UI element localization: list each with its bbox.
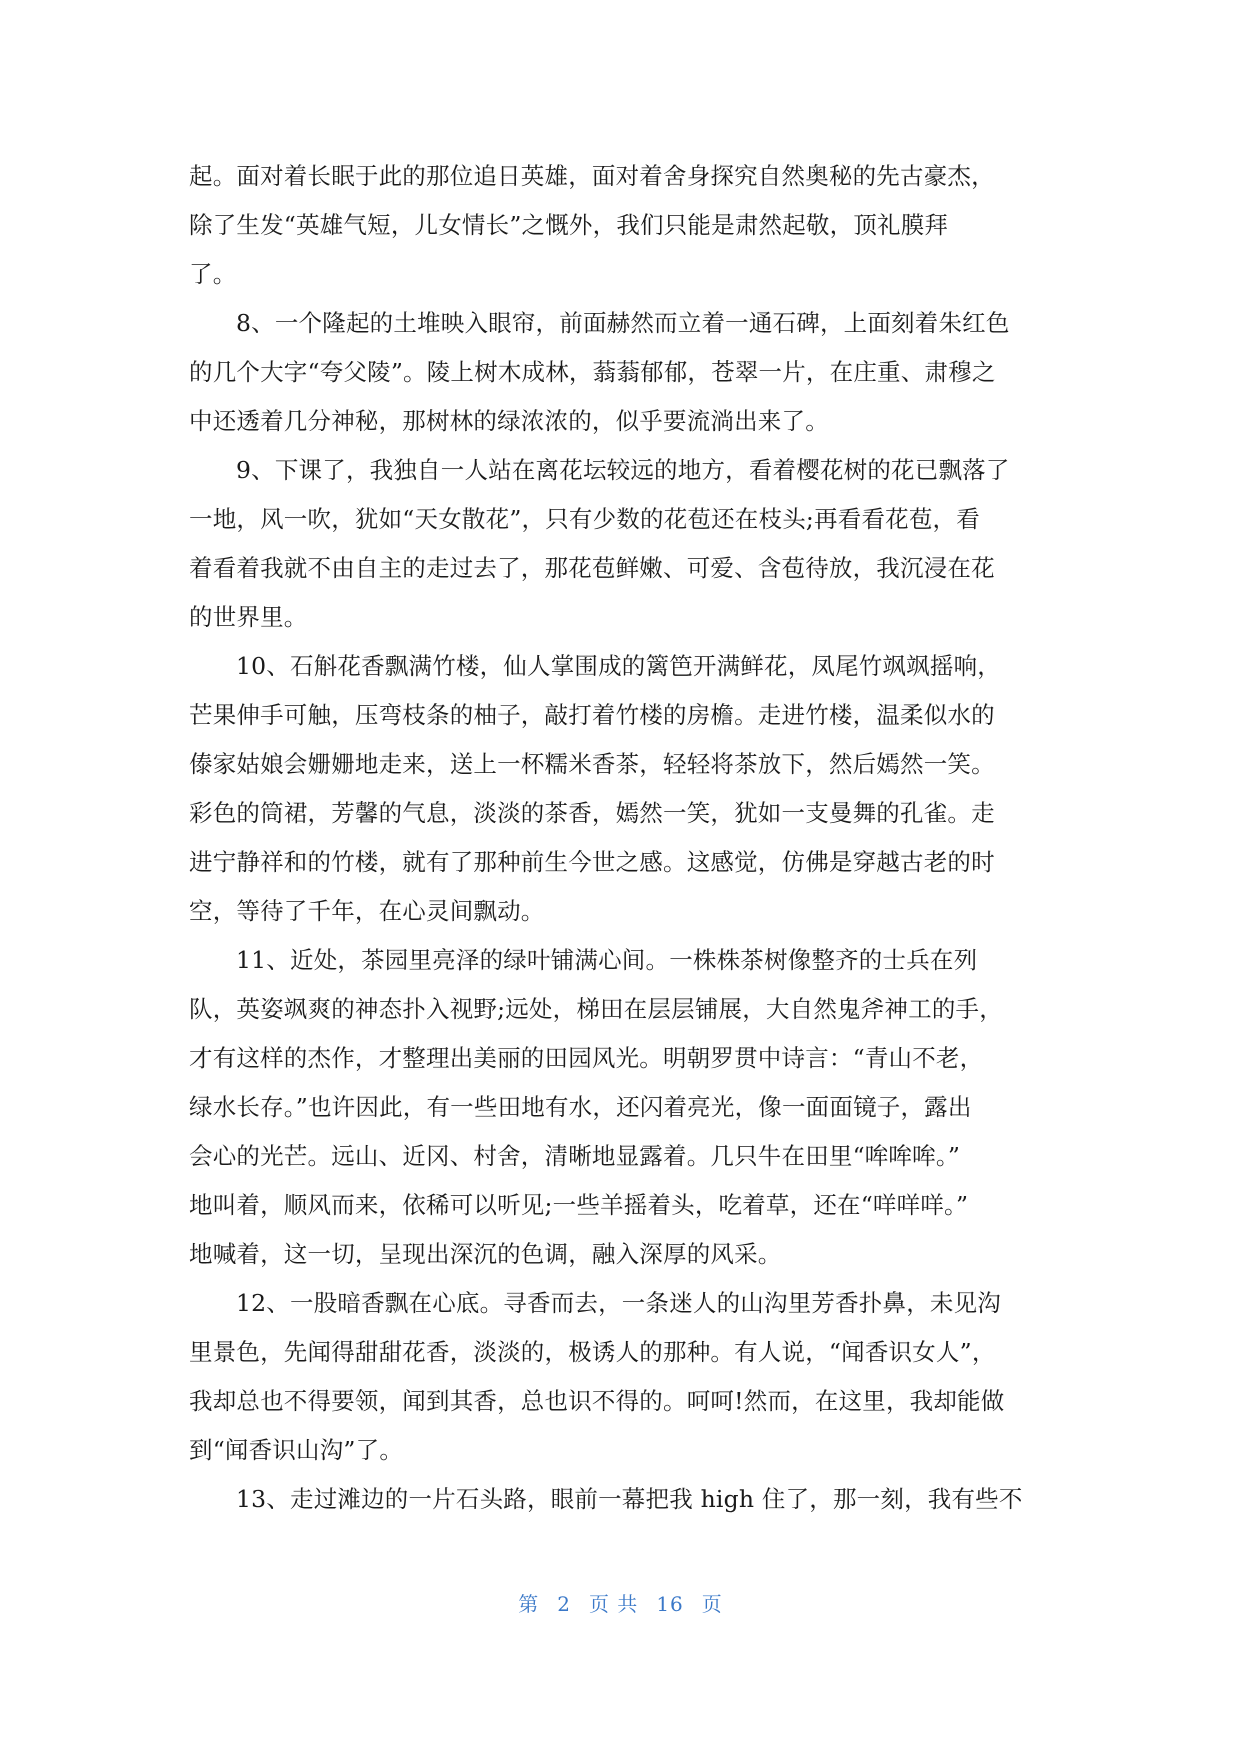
text-line: 进宁静祥和的竹楼，就有了那种前生今世之感。这感觉，仿佛是穿越古老的时 [189,848,995,876]
text-line: 中还透着几分神秘，那树林的绿浓浓的，似乎要流淌出来了。 [189,407,829,435]
text-line: 着看着我就不由自主的走过去了，那花苞鲜嫩、可爱、含苞待放，我沉浸在花 [189,554,995,582]
footer-label-page: 第 [518,1592,540,1616]
text-line: 12、一股暗香飘在心底。寻香而去，一条迷人的山沟里芳香扑鼻，未见沟 [236,1289,1002,1317]
text-line: 10、石斛花香飘满竹楼，仙人掌围成的篱笆开满鲜花，凤尾竹飒飒摇响， [236,652,1002,680]
text-line: 11、近处，茶园里亮泽的绿叶铺满心间。一株株茶树像整齐的士兵在列 [236,946,978,974]
text-line: 傣家姑娘会姗姗地走来，送上一杯糯米香茶，轻轻将茶放下，然后嫣然一笑。 [189,750,995,778]
text-line: 地喊着，这一切，呈现出深沉的色调，融入深厚的风采。 [189,1240,782,1268]
footer-label-of: 页 共 [588,1592,639,1616]
text-line: 除了生发“英雄气短，儿女情长”之慨外，我们只能是肃然起敬，顶礼膜拜 [189,211,949,239]
text-line: 空，等待了千年，在心灵间飘动。 [189,897,545,925]
text-line: 13、走过滩边的一片石头路，眼前一幕把我 high 住了，那一刻，我有些不 [236,1485,1023,1513]
text-line: 里景色，先闻得甜甜花香，淡淡的，极诱人的那种。有人说，“闻香识女人”， [189,1338,996,1366]
text-line: 到“闻香识山沟”了。 [189,1436,404,1464]
text-line: 才有这样的杰作，才整理出美丽的田园风光。明朝罗贯中诗言：“青山不老， [189,1044,984,1072]
text-line: 芒果伸手可触，压弯枝条的柚子，敲打着竹楼的房檐。走进竹楼，温柔似水的 [189,701,995,729]
text-line: 9、下课了，我独自一人站在离花坛较远的地方，看着樱花树的花已飘落了 [236,456,1010,484]
text-line: 了。 [189,260,237,288]
page-footer [0,1588,1241,1617]
footer-total-pages: 16 [656,1592,684,1616]
text-line: 的几个大字“夸父陵”。陵上树木成林，蓊蓊郁郁，苍翠一片，在庄重、肃穆之 [189,358,996,386]
text-line: 8、一个隆起的土堆映入眼帘，前面赫然而立着一通石碑，上面刻着朱红色 [236,309,1010,337]
footer-label-end: 页 [701,1592,723,1616]
body-text [189,152,1054,1524]
text-line: 我却总也不得要领，闻到其香，总也识不得的。呵呵!然而，在这里，我却能做 [189,1387,1005,1415]
text-line: 一地，风一吹，犹如“天女散花”，只有少数的花苞还在枝头;再看看花苞，看 [189,505,980,533]
text-line: 会心的光芒。远山、近冈、村舍，清晰地显露着。几只牛在田里“哞哞哞。” [189,1142,961,1170]
text-line: 队，英姿飒爽的神态扑入视野;远处，梯田在层层铺展，大自然鬼斧神工的手， [189,995,1003,1023]
text-line: 起。面对着长眠于此的那位追日英雄，面对着舍身探究自然奥秘的先古豪杰， [189,162,995,190]
text-line: 彩色的筒裙，芳馨的气息，淡淡的茶香，嫣然一笑，犹如一支曼舞的孔雀。走 [189,799,995,827]
footer-current-page: 2 [557,1592,571,1616]
text-line: 地叫着，顺风而来，依稀可以听见;一些羊摇着头，吃着草，还在“咩咩咩。” [189,1191,969,1219]
text-line: 绿水长存。”也许因此，有一些田地有水，还闪着亮光，像一面面镜子，露出 [189,1093,972,1121]
text-line: 的世界里。 [189,603,308,631]
